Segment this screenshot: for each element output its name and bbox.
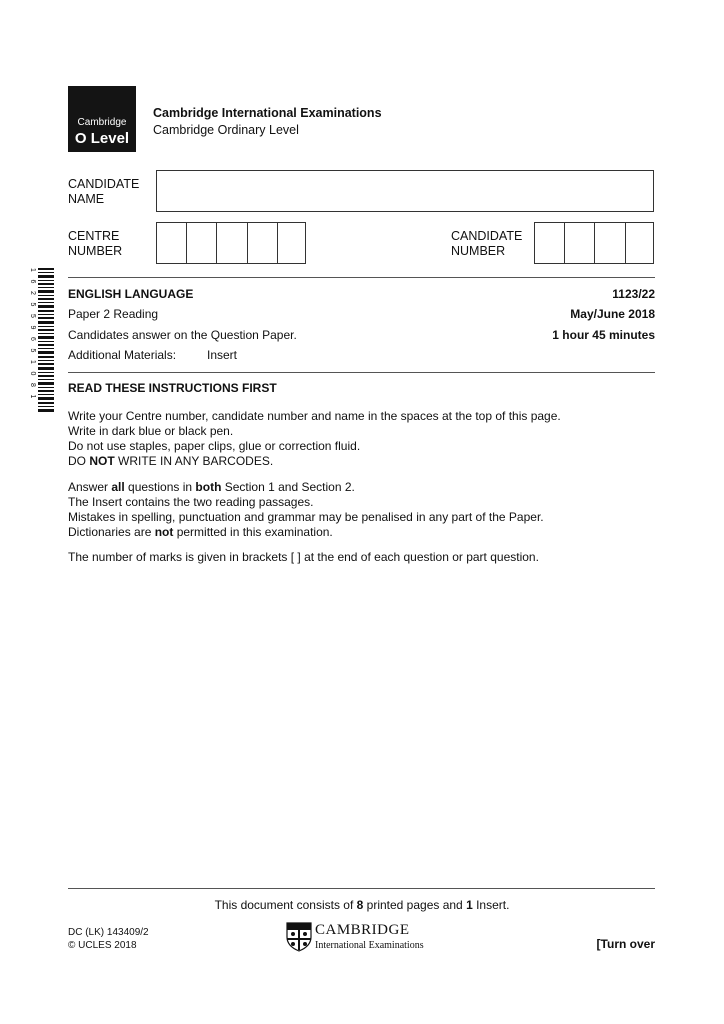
- instruction-line: Write your Centre number, candidate number and name in the spaces at the top of this page.: [68, 409, 561, 423]
- materials-value: Insert: [207, 348, 238, 362]
- text-segment: permitted in this examination.: [173, 525, 333, 539]
- instructions-block-2: [68, 480, 544, 540]
- bold-segment: 1: [466, 898, 473, 912]
- text-segment: Dictionaries are: [68, 525, 155, 539]
- footer-divider: [68, 888, 655, 889]
- barcode-digit: 5: [29, 302, 36, 307]
- exam-board: Cambridge International Examinations: [153, 106, 382, 120]
- digit-box[interactable]: [187, 223, 217, 263]
- instructions-heading: READ THESE INSTRUCTIONS FIRST: [68, 381, 277, 395]
- text-segment: This document consists of: [214, 898, 357, 912]
- marks-note: The number of marks is given in brackets [ ] at the end of each question or part question.: [68, 550, 539, 564]
- centre-number-field[interactable]: [156, 222, 306, 264]
- digit-box[interactable]: [217, 223, 247, 263]
- label-line: NAME: [68, 192, 105, 206]
- label-line: CANDIDATE: [451, 229, 523, 243]
- candidate-name-label: [68, 177, 139, 207]
- text-segment: printed pages and: [363, 898, 467, 912]
- barcode-digit: 1: [29, 360, 36, 364]
- label-line: CANDIDATE: [68, 177, 140, 191]
- page-count-note: [0, 898, 724, 913]
- bold-segment: all: [111, 480, 125, 494]
- paper-name: Paper 2 Reading: [68, 307, 159, 321]
- text-segment: WRITE IN ANY BARCODES.: [114, 454, 274, 468]
- instruction-line: Do not use staples, paper clips, glue or correction fluid.: [68, 439, 361, 453]
- barcode-digit: 5: [29, 348, 36, 353]
- barcode-digit: 6: [29, 279, 36, 284]
- subject: ENGLISH LANGUAGE: [68, 287, 194, 301]
- digit-box[interactable]: [565, 223, 595, 263]
- text-segment: Insert.: [472, 898, 510, 912]
- paper-code: 1123/22: [612, 287, 655, 301]
- text-segment: questions in: [124, 480, 196, 494]
- digit-box[interactable]: [278, 223, 305, 263]
- answer-note: Candidates answer on the Question Paper.: [68, 328, 297, 342]
- barcode-digit: 5: [29, 314, 36, 318]
- session: May/June 2018: [570, 307, 655, 321]
- doc-ref: DC (LK) 143409/2: [68, 927, 149, 938]
- barcode-digit: 1: [29, 394, 36, 399]
- barcode-digit: 2: [29, 291, 36, 295]
- label-line: NUMBER: [451, 244, 506, 258]
- candidate-number-field[interactable]: [534, 222, 654, 264]
- digit-box[interactable]: [595, 223, 625, 263]
- copyright: © UCLES 2018: [68, 940, 137, 951]
- cambridge-wordmark: CAMBRIDGE: [315, 922, 410, 938]
- cambridge-crest-icon: [286, 922, 312, 952]
- text-segment: Answer: [68, 480, 112, 494]
- barcode-digit: 1: [29, 268, 36, 272]
- logo-line2: O Level: [74, 130, 130, 147]
- barcode-digit: 9: [29, 325, 36, 330]
- candidate-name-field[interactable]: [156, 170, 654, 212]
- barcode: [30, 268, 54, 414]
- instruction-line: Mistakes in spelling, punctuation and grammar may be penalised in any part of the Paper.: [68, 510, 544, 524]
- divider: [68, 372, 655, 373]
- digit-box[interactable]: [535, 223, 565, 263]
- document-reference: [68, 926, 149, 952]
- bold-segment: not: [154, 525, 174, 539]
- digit-box[interactable]: [157, 223, 187, 263]
- instruction-line: The Insert contains the two reading passages.: [68, 495, 314, 509]
- text-segment: Section 1 and Section 2.: [221, 480, 355, 494]
- barcode-digit: 6: [29, 337, 36, 341]
- barcode-digit: 0: [29, 371, 36, 376]
- bold-segment: 8: [356, 898, 364, 912]
- cambridge-wordmark-sub: International Examinations: [315, 940, 424, 951]
- digit-box[interactable]: [248, 223, 278, 263]
- candidate-number-label: [451, 229, 522, 259]
- cambridge-o-level-logo: [68, 86, 136, 152]
- bold-segment: both: [195, 480, 222, 494]
- divider: [68, 277, 655, 278]
- materials-label: Additional Materials:: [68, 348, 177, 362]
- label-line: NUMBER: [68, 244, 123, 258]
- instructions-block-1: [68, 409, 561, 469]
- text-segment: DO: [68, 454, 90, 468]
- turn-over: [Turn over: [596, 937, 655, 951]
- instruction-line: Write in dark blue or black pen.: [68, 424, 234, 438]
- instruction-line: [68, 454, 561, 469]
- digit-box[interactable]: [626, 223, 653, 263]
- duration: 1 hour 45 minutes: [552, 328, 655, 342]
- barcode-digit: 8: [29, 383, 36, 387]
- exam-level: Cambridge Ordinary Level: [153, 123, 299, 137]
- instruction-line: [68, 480, 544, 495]
- instruction-line: [68, 525, 544, 540]
- label-line: CENTRE: [68, 229, 120, 243]
- bold-segment: NOT: [89, 454, 115, 468]
- centre-number-label: [68, 229, 122, 259]
- logo-line1: Cambridge: [77, 117, 127, 128]
